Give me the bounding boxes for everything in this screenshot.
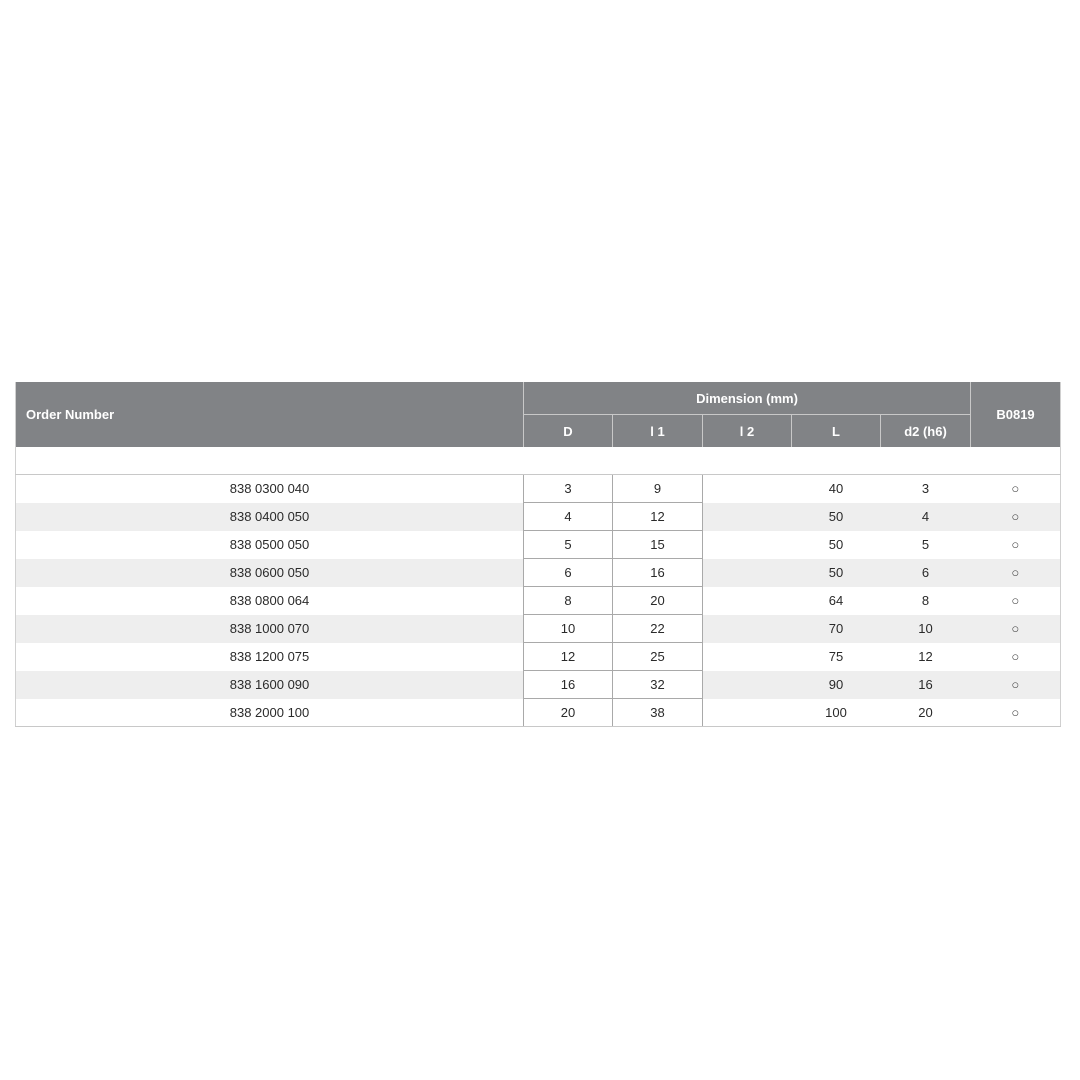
cell-l2 <box>703 503 792 531</box>
cell-d: 6 <box>524 559 613 587</box>
table-row <box>16 503 1061 531</box>
cell-order-number: 838 1000 070 <box>16 615 524 643</box>
table-header <box>16 382 1061 475</box>
header-L: L <box>792 415 881 448</box>
cell-l1: 15 <box>613 531 703 559</box>
cell-l1: 16 <box>613 559 703 587</box>
spec-table <box>15 382 1061 727</box>
cell-d: 8 <box>524 587 613 615</box>
cell-d2: 4 <box>881 503 971 531</box>
cell-l2 <box>703 699 792 727</box>
cell-d: 4 <box>524 503 613 531</box>
cell-b0819: ○ <box>971 587 1061 615</box>
cell-l2 <box>703 587 792 615</box>
cell-d2: 16 <box>881 671 971 699</box>
cell-l1: 25 <box>613 643 703 671</box>
cell-d: 20 <box>524 699 613 727</box>
cell-b0819: ○ <box>971 671 1061 699</box>
cell-b0819: ○ <box>971 699 1061 727</box>
cell-b0819: ○ <box>971 531 1061 559</box>
cell-L: 50 <box>792 503 881 531</box>
cell-d2: 6 <box>881 559 971 587</box>
cell-L: 70 <box>792 615 881 643</box>
cell-d2: 5 <box>881 531 971 559</box>
cell-L: 64 <box>792 587 881 615</box>
cell-order-number: 838 1600 090 <box>16 671 524 699</box>
cell-order-number: 838 0500 050 <box>16 531 524 559</box>
cell-l2 <box>703 671 792 699</box>
cell-l1: 38 <box>613 699 703 727</box>
cell-d: 5 <box>524 531 613 559</box>
cell-d: 16 <box>524 671 613 699</box>
cell-order-number: 838 0400 050 <box>16 503 524 531</box>
cell-d2: 12 <box>881 643 971 671</box>
cell-b0819: ○ <box>971 503 1061 531</box>
cell-d: 10 <box>524 615 613 643</box>
cell-order-number: 838 2000 100 <box>16 699 524 727</box>
cell-L: 75 <box>792 643 881 671</box>
cell-d: 12 <box>524 643 613 671</box>
cell-l1: 32 <box>613 671 703 699</box>
cell-b0819: ○ <box>971 615 1061 643</box>
cell-d2: 3 <box>881 475 971 503</box>
table-row <box>16 531 1061 559</box>
cell-d2: 20 <box>881 699 971 727</box>
table-row <box>16 671 1061 699</box>
cell-l2 <box>703 643 792 671</box>
cell-d2: 10 <box>881 615 971 643</box>
header-l2: l 2 <box>703 415 792 448</box>
cell-b0819: ○ <box>971 643 1061 671</box>
cell-l1: 9 <box>613 475 703 503</box>
header-d: D <box>524 415 613 448</box>
table-row <box>16 699 1061 727</box>
table-body <box>16 475 1061 727</box>
cell-l2 <box>703 475 792 503</box>
cell-l2 <box>703 531 792 559</box>
cell-L: 100 <box>792 699 881 727</box>
cell-l1: 20 <box>613 587 703 615</box>
header-l1: l 1 <box>613 415 703 448</box>
table-row <box>16 615 1061 643</box>
table-row <box>16 643 1061 671</box>
header-b0819: B0819 <box>971 382 1061 447</box>
spec-table-container <box>15 382 1060 727</box>
cell-order-number: 838 0600 050 <box>16 559 524 587</box>
cell-l1: 12 <box>613 503 703 531</box>
cell-order-number: 838 1200 075 <box>16 643 524 671</box>
cell-b0819: ○ <box>971 475 1061 503</box>
cell-b0819: ○ <box>971 559 1061 587</box>
cell-d: 3 <box>524 475 613 503</box>
header-order-number: Order Number <box>16 382 524 447</box>
table-row <box>16 559 1061 587</box>
header-dimension-group: Dimension (mm) <box>524 382 971 415</box>
cell-order-number: 838 0800 064 <box>16 587 524 615</box>
cell-d2: 8 <box>881 587 971 615</box>
cell-l2 <box>703 559 792 587</box>
cell-L: 50 <box>792 531 881 559</box>
cell-order-number: 838 0300 040 <box>16 475 524 503</box>
cell-L: 50 <box>792 559 881 587</box>
cell-L: 90 <box>792 671 881 699</box>
header-d2: d2 (h6) <box>881 415 971 448</box>
cell-l1: 22 <box>613 615 703 643</box>
cell-L: 40 <box>792 475 881 503</box>
table-row <box>16 587 1061 615</box>
cell-l2 <box>703 615 792 643</box>
table-row <box>16 475 1061 503</box>
